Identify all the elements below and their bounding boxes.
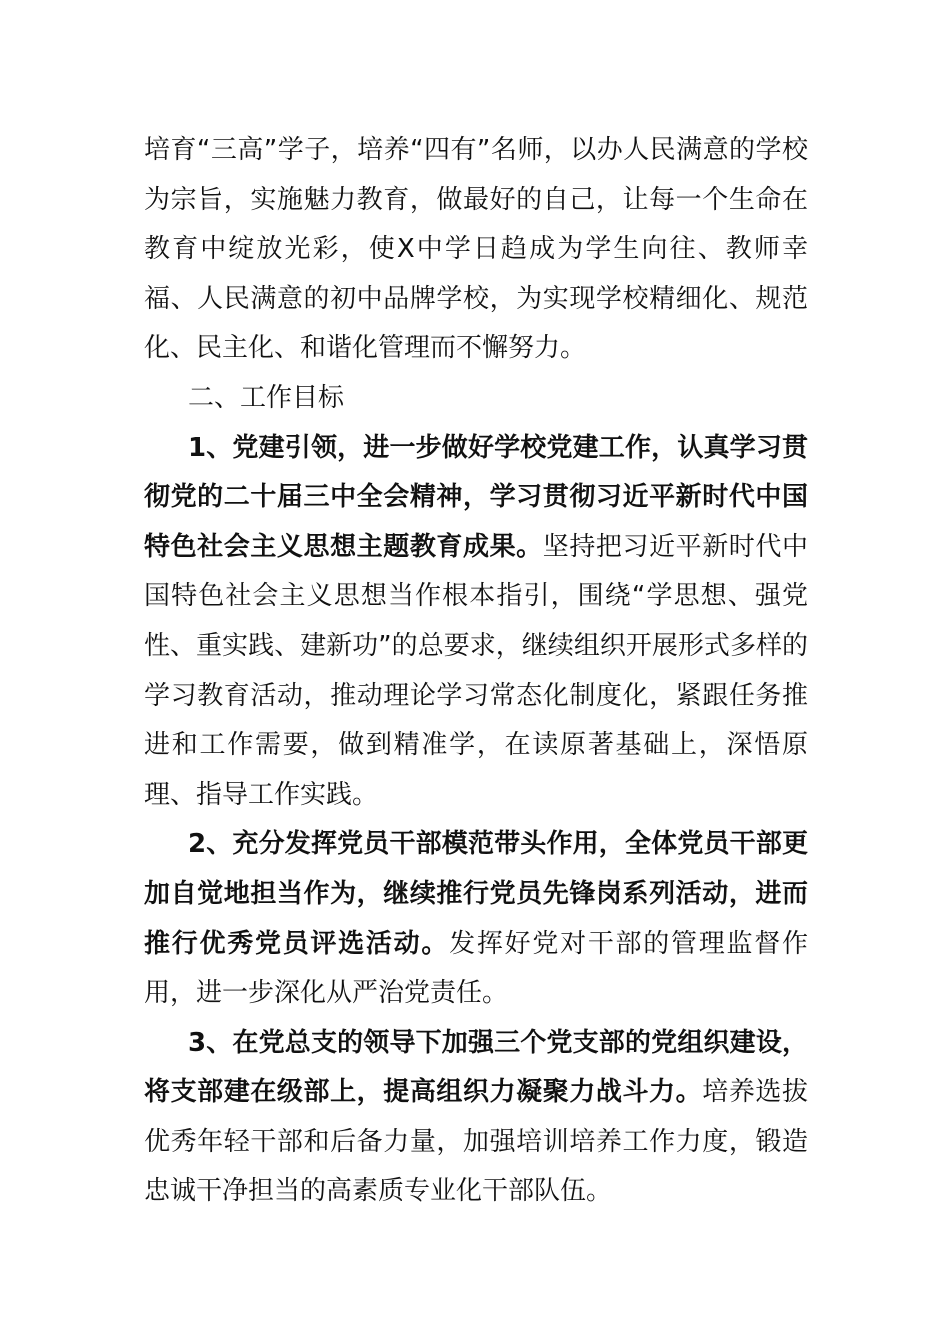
intro-paragraph	[144, 126, 808, 374]
goal-item-2-body: 发挥好党对干部的管理监督作用，进一步深化从严治党责任。	[144, 928, 808, 1009]
goal-item-3-body: 培养选拔优秀年轻干部和后备力量，加强培训培养工作力度，锻造忠诚干净担当的高素质专业化干部队伍。	[144, 1077, 808, 1207]
document-body	[144, 126, 808, 1217]
goal-item-1-lead: 1、党建引领，进一步做好学校党建工作，认真学习贯彻党的二十届三中全会精神，学习贯彻习近平新时代中国特色社会主义思想主题教育成果。	[144, 432, 808, 562]
intro-text: 培育“三高”学子，培养“四有”名师，以办人民满意的学校为宗旨，实施魅力教育，做最好的自己，让每一个生命在教育中绽放光彩，使X中学日趋成为学生向往、教师幸福、人民满意的初中品牌学校，为实现学校精细化、规范化、民主化、和谐化管理而不懈努力。	[144, 135, 808, 364]
goal-item-1-body: 坚持把习近平新时代中国特色社会主义思想当作根本指引，围绕“学思想、强党性、重实践、建新功”的总要求，继续组织开展形式多样的学习教育活动，推动理论学习常态化制度化，紧跟任务推进和工作需要，做到精准学，在读原著基础上，深悟原理、指导工作实践。	[144, 531, 808, 810]
goal-item-3	[144, 1019, 808, 1217]
goal-item-1	[144, 424, 808, 821]
section-heading-text: 二、工作目标	[188, 382, 345, 413]
goal-item-2-lead: 2、充分发挥党员干部模范带头作用，全体党员干部更加自觉地担当作为，继续推行党员先锋岗系列活动，进而推行优秀党员评选活动。	[144, 829, 808, 959]
goal-item-3-lead: 3、在党总支的领导下加强三个党支部的党组织建设，将支部建在级部上，提高组织力凝聚力战斗力。	[144, 1027, 808, 1108]
section-heading	[144, 374, 808, 424]
goal-item-2	[144, 820, 808, 1018]
